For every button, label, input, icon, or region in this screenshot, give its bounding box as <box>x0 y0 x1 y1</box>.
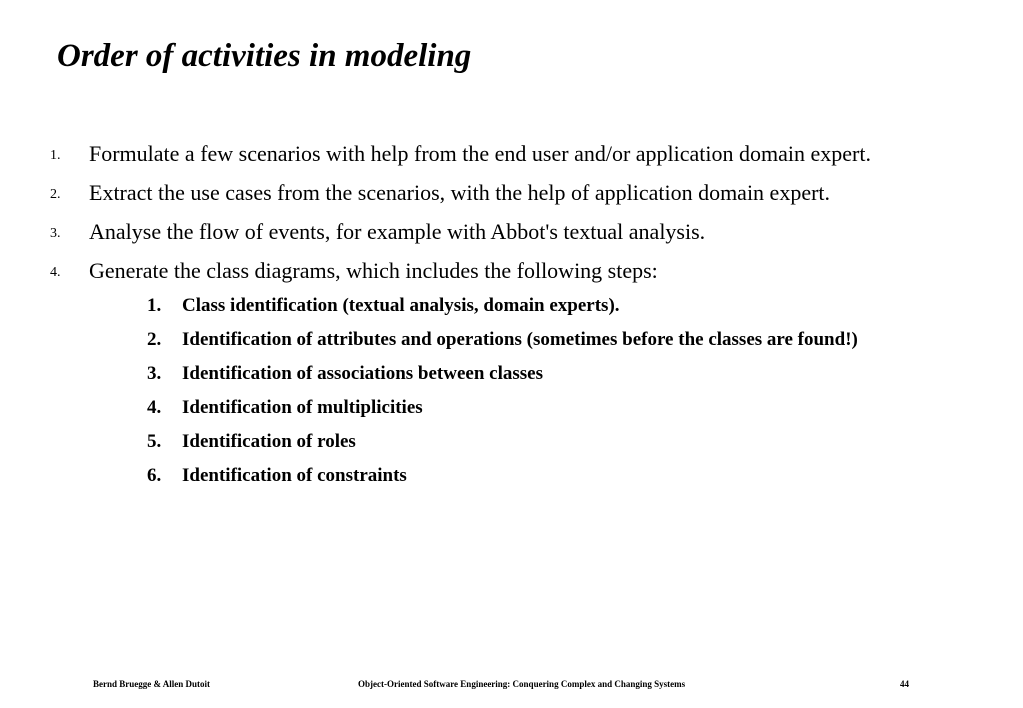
footer-book-title: Object-Oriented Software Engineering: Conquering Complex and Changing Systems <box>358 679 686 689</box>
slide-title: Order of activities in modeling <box>57 38 472 74</box>
step-item <box>147 294 977 318</box>
page-number: 44 <box>900 679 909 689</box>
step-text: Identification of roles <box>182 431 356 452</box>
class-diagram-steps <box>50 294 980 488</box>
activity-list <box>50 140 980 498</box>
step-number: 4. <box>147 397 162 418</box>
footer-authors: Bernd Bruegge & Allen Dutoit <box>93 679 210 689</box>
step-number: 6. <box>147 465 162 486</box>
step-text: Identification of associations between classes <box>182 363 543 384</box>
step-text: Identification of constraints <box>182 465 407 486</box>
activity-item <box>50 179 980 209</box>
activity-text: Formulate a few scenarios with help from the end user and/or application domain expert. <box>89 141 871 166</box>
activity-text: Extract the use cases from the scenarios, with the help of application domain expert. <box>89 180 831 205</box>
activity-text: Generate the class diagrams, which includes the following steps: <box>89 258 658 283</box>
step-number: 2. <box>147 329 162 350</box>
step-text: Identification of attributes and operations (sometimes before the classes are found!) <box>182 329 858 350</box>
activity-text: Analyse the flow of events, for example with Abbot's textual analysis. <box>89 219 706 244</box>
step-number: 5. <box>147 431 162 452</box>
step-number: 1. <box>147 295 162 316</box>
step-item <box>147 328 977 352</box>
step-item <box>147 464 977 488</box>
step-list <box>147 294 977 488</box>
step-number: 3. <box>147 363 162 384</box>
activity-item <box>50 257 980 287</box>
activity-number: 3. <box>50 226 61 241</box>
activity-item <box>50 140 980 170</box>
step-text: Identification of multiplicities <box>182 397 423 418</box>
step-item <box>147 396 977 420</box>
activity-number: 1. <box>50 148 61 163</box>
activity-number: 4. <box>50 265 61 280</box>
activity-item <box>50 218 980 248</box>
activity-number: 2. <box>50 187 61 202</box>
step-item <box>147 430 977 454</box>
step-text: Class identification (textual analysis, domain experts). <box>182 295 620 316</box>
step-item <box>147 362 977 386</box>
